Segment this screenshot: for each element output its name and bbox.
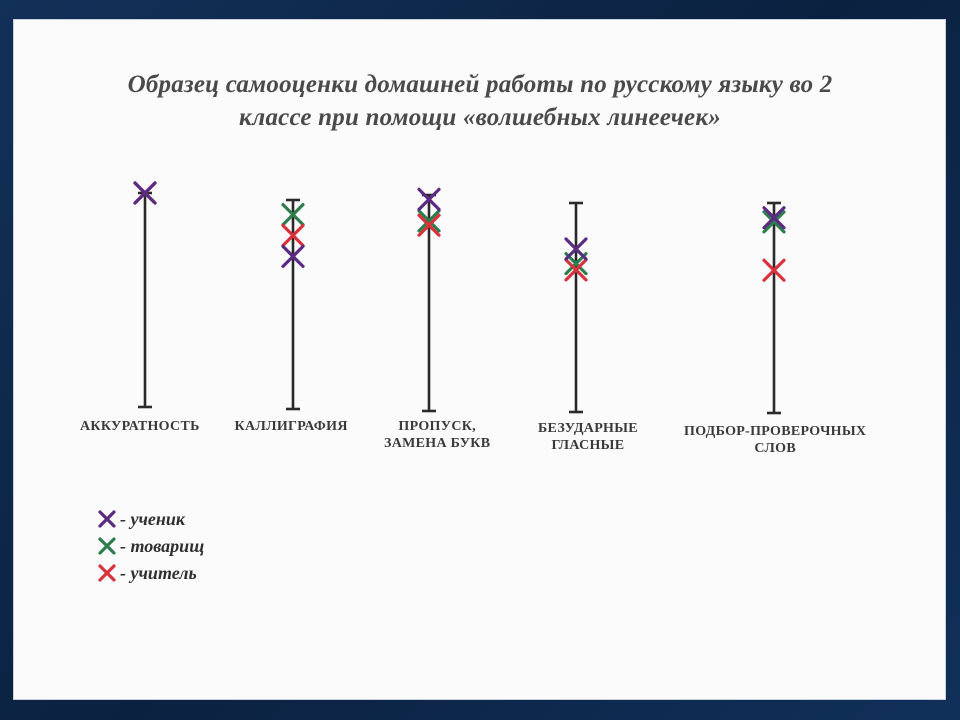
legend-label-student: - ученик [120, 508, 186, 529]
ruler-label-line: ЗАМЕНА БУКВ [384, 436, 491, 451]
legend-cross-student [100, 512, 114, 526]
ruler-5 [764, 203, 784, 413]
legend-label-teacher: - учитель [120, 562, 197, 583]
ruler-3 [419, 189, 439, 411]
ruler-1 [135, 183, 155, 407]
ruler-label-4 [538, 420, 638, 454]
title-line-1: Образец самооценки домашней работы по русскому языку во 2 [127, 71, 833, 98]
ruler-2 [283, 200, 303, 409]
legend-item-peer [96, 534, 204, 558]
ruler-label-line: ПРОПУСК, [398, 419, 476, 434]
legend-cross-peer [100, 539, 114, 553]
ruler-label-3 [384, 418, 490, 452]
legend-cross-student-icon [96, 508, 118, 530]
legend-cross-peer-icon [96, 535, 118, 557]
legend-cross-teacher [100, 566, 114, 580]
ruler-label-1 [80, 418, 200, 435]
title-line-2: классе при помощи «волшебных линеечек» [239, 104, 721, 131]
ruler-label-line: ГЛАСНЫЕ [551, 438, 625, 453]
ruler-label-line: СЛОВ [754, 441, 796, 456]
ruler-label-line: ПОДБОР-ПРОВЕРОЧНЫХ [684, 424, 867, 439]
legend-label-peer: - товарищ [120, 535, 205, 556]
legend-cross-teacher-icon [96, 562, 118, 584]
ruler-label-5 [684, 423, 866, 457]
ruler-label-line: АККУРАТНОСТЬ [80, 419, 200, 434]
ruler-4 [566, 203, 586, 412]
ruler-label-line: КАЛЛИГРАФИЯ [234, 419, 348, 434]
ruler-label-line: БЕЗУДАРНЫЕ [538, 421, 638, 436]
legend-item-teacher [96, 561, 197, 585]
legend-item-student [96, 507, 185, 531]
ruler-label-2 [235, 418, 348, 435]
